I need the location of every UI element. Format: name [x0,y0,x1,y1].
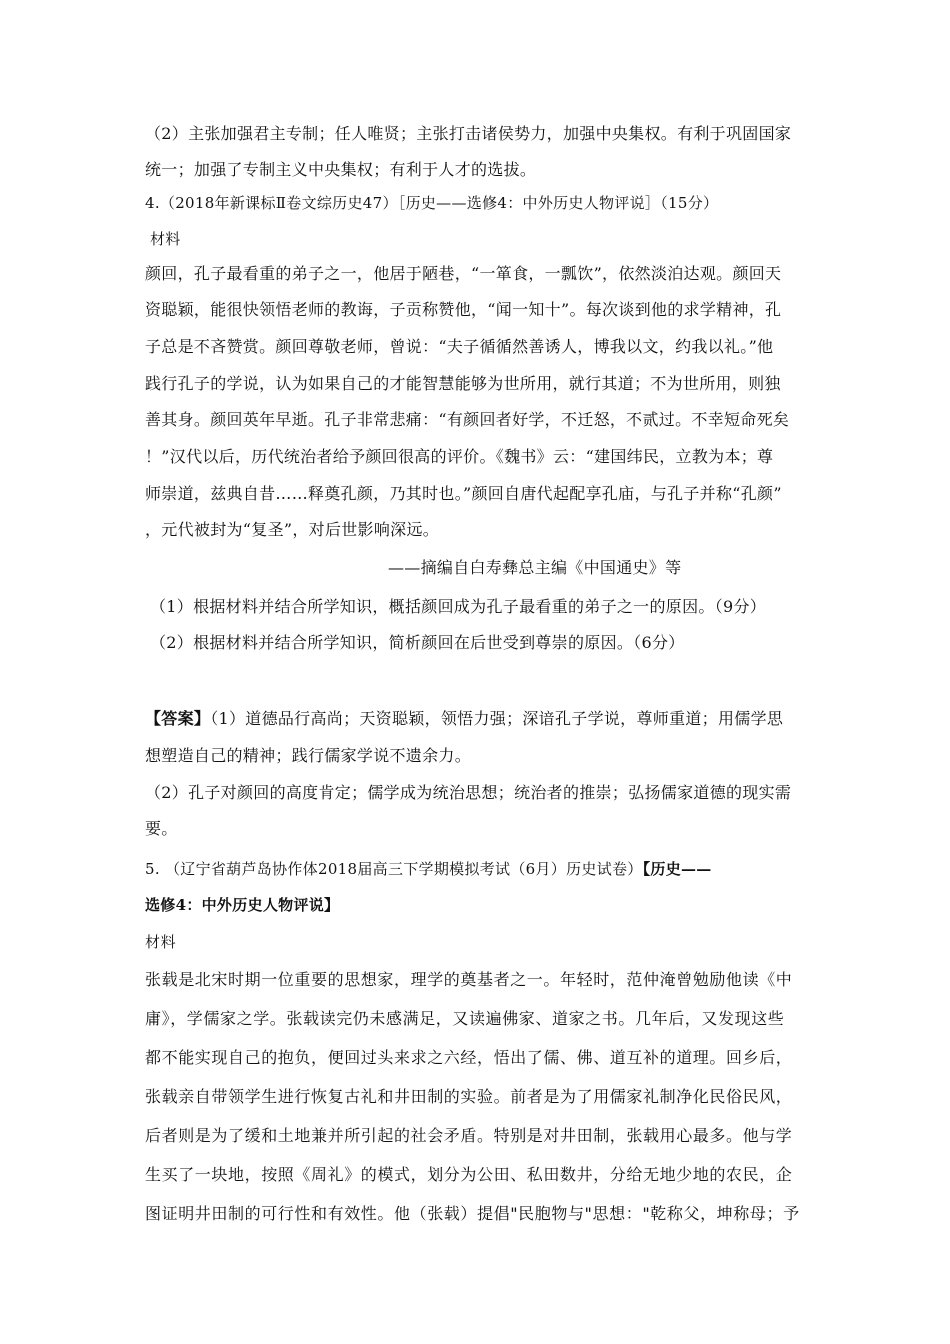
q4-material-line-3: 子总是不吝赞赏。颜回尊敬老师，曾说：“夫子循循然善诱人，博我以文，约我以礼。”他 [145,337,774,356]
q5-material-line-4: 张载亲自带领学生进行恢复古礼和井田制的实验。前者是为了用儒家礼制净化民俗民风， [145,1087,793,1106]
q5-material-line-6: 生买了一块地，按照《周礼》的模式，划分为公田、私田数井，分给无地少地的农民，企 [145,1165,793,1184]
q4-material-line-1: 颜回，孔子最看重的弟子之一，他居于陋巷，“一箪食，一瓢饮”，依然淡泊达观。颜回天 [145,264,782,283]
q4-answer1-line2: 想塑造自己的精神；践行儒家学说不遗余力。 [145,746,472,765]
q4-question-1: （1）根据材料并结合所学知识，概括颜回成为孔子最看重的弟子之一的原因。（9分） [150,597,767,616]
q4-source: ——摘编自白寿彝总主编《中国通史》等 [388,558,682,577]
q4-material-line-5: 善其身。颜回英年早逝。孔子非常悲痛：“有颜回者好学，不迁怒，不贰过。不幸短命死矣 [145,410,790,429]
q4-material-line-8: ，元代被封为“复圣”，对后世影响深远。 [145,520,440,539]
q4-answer2-line1: （2）孔子对颜回的高度肯定；儒学成为统治思想；统治者的推崇；弘扬儒家道德的现实需 [145,783,792,802]
q5-material-line-5: 后者则是为了缓和土地兼并所引起的社会矛盾。特别是对井田制，张载用心最多。他与学 [145,1126,793,1145]
q4-answer-line-1 [145,709,783,729]
q5-header-prefix: 5. （辽宁省葫芦岛协作体2018届高三下学期模拟考试（6月）历史试卷） [145,860,643,878]
q4-material-line-2: 资聪颖，能很快领悟老师的教诲，子贡称赞他，“闻一知十”。每次谈到他的求学精神，孔 [145,300,782,319]
q5-material-line-7: 图证明井田制的可行性和有效性。他（张载）提倡"民胞物与"思想："乾称父，坤称母；予 [145,1204,800,1223]
q4-header: 4.（2018年新课标Ⅱ卷文综历史47）［历史——选修4：中外历史人物评说］（15分） [145,194,719,212]
q4-material-line-4: 践行孔子的学说，认为如果自己的才能智慧能够为世所用，就行其道；不为世所用，则独 [145,374,781,393]
q5-header-bold: 【历史—— [642,860,712,878]
q5-material-line-2: 庸》，学儒家之学。张载读完仍未感满足，又读遍佛家、道家之书。几年后，又发现这些 [145,1009,785,1028]
q5-header-line-1 [145,859,712,879]
q5-material-line-1: 张载是北宋时期一位重要的思想家，理学的奠基者之一。年轻时，范仲淹曾勉励他读《中 [145,970,793,989]
q4-material-line-7: 师崇道，兹典自昔……释奠孔颜，乃其时也。”颜回自唐代起配享孔庙，与孔子并称“孔颜” [145,484,782,503]
q4-question-2: （2）根据材料并结合所学知识，简析颜回在后世受到尊崇的原因。（6分） [150,633,685,652]
q4-answer1-line1: （1）道德品行高尚；天资聪颖，领悟力强；深谙孔子学说，尊师重道；用儒学思 [210,709,784,728]
q3-answer-part2-line1: （2）主张加强君主专制；任人唯贤；主张打击诸侯势力，加强中央集权。有利于巩固国家 [145,124,792,143]
q5-header-line-2: 选修4：中外历史人物评说】 [145,896,340,914]
q4-material-line-6: ！”汉代以后，历代统治者给予颜回很高的评价。《魏书》云：“建国纬民，立教为本；尊 [145,447,774,466]
q5-material-line-3: 都不能实现自己的抱负，便回过头来求之六经，悟出了儒、佛、道互补的道理。回乡后， [145,1048,793,1067]
q4-answer-label: 【答案】 [145,709,211,728]
q4-material-label: 材料 [150,230,181,248]
q5-material-label: 材料 [145,933,177,951]
q4-answer2-line2: 要。 [145,819,178,838]
q3-answer-part2-line2: 统一；加强了专制主义中央集权；有利于人才的选拔。 [145,160,537,179]
